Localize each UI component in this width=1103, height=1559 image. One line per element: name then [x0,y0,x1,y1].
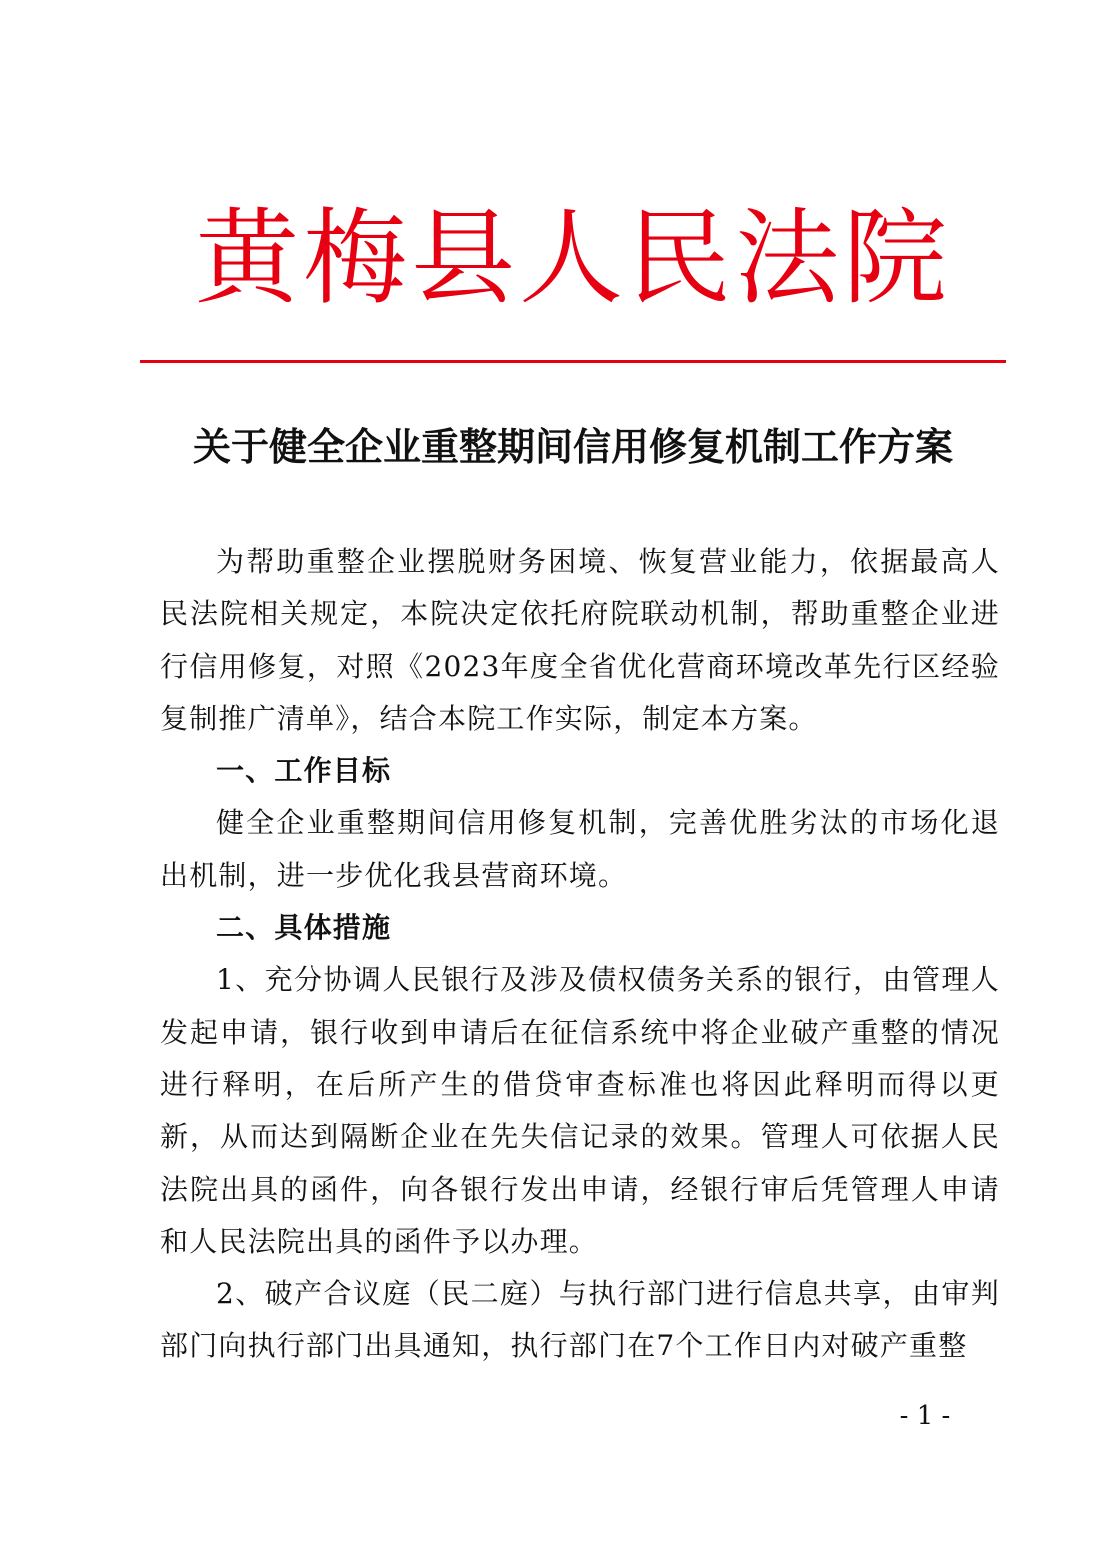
masthead-red-rule [140,360,1006,363]
document-body [160,536,1000,1373]
intro-paragraph: 为帮助重整企业摆脱财务困境、恢复营业能力，依据最高人民法院相关规定，本院决定依托府院联动机制，帮助重整企业进行信用修复，对照《2023年度全省优化营商环境改革先行区经验复制推广清单》，结合本院工作实际，制定本方案。 [160,545,1000,735]
goals-paragraph: 健全企业重整期间信用修复机制，完善优胜劣汰的市场化退出机制，进一步优化我县营商环境。 [160,806,1000,892]
document-title: 关于健全企业重整期间信用修复机制工作方案 [192,425,953,469]
measure-paragraph-1: 1、充分协调人民银行及涉及债权债务关系的银行，由管理人发起申请，银行收到申请后在征信系统中将企业破产重整的情况进行释明，在后所产生的借贷审查标准也将因此释明而得以更新，从而达到隔断企业在先失信记录的效果。管理人可依据人民法院出具的函件，向各银行发出申请，经银行审后凭管理人申请和人民法院出具的函件予以办理。 [160,963,1000,1258]
section-heading-goals: 一、工作目标 [216,754,392,788]
court-masthead: 黄梅县人民法院 [194,197,951,319]
measure-paragraph-2: 2、破产合议庭（民二庭）与执行部门进行信息共享，由审判部门向执行部门出具通知，执行部门在7个工作日内对破产重整 [160,1277,1000,1363]
section-heading-measures: 二、具体措施 [216,911,392,945]
page-number: - 1 - [899,1401,951,1431]
